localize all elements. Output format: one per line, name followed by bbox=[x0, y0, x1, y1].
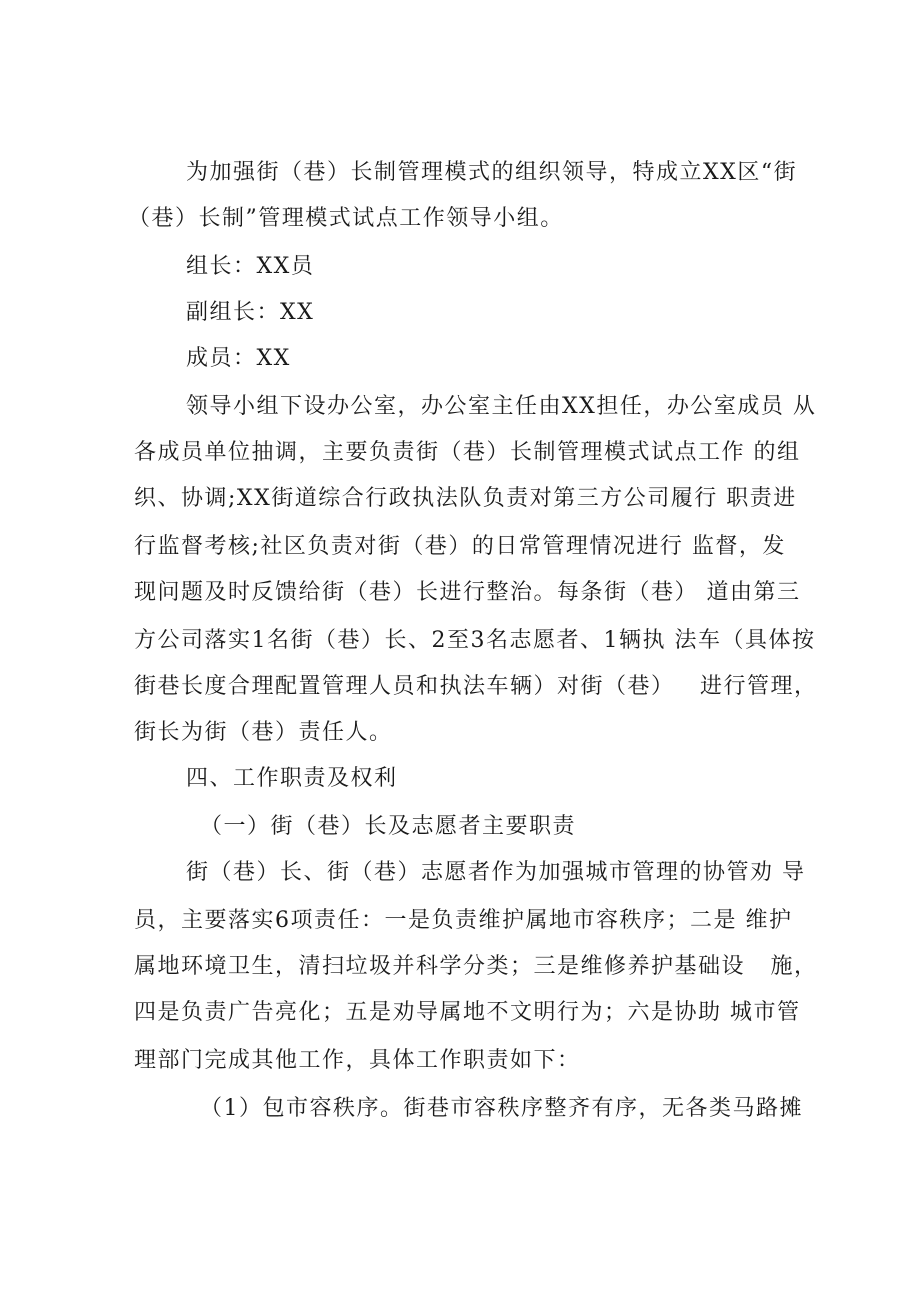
text-line: 各成员单位抽调，主要负责街（巷）长制管理模式试点工作 的组 bbox=[134, 440, 801, 465]
subsection-heading: （一）街（巷）长及志愿者主要职责 bbox=[200, 814, 577, 839]
text-line: 织、协调;XX街道综合行政执法队负责对第三方公司履行 职责进 bbox=[134, 486, 797, 511]
text-line: （巷）长制”管理模式试点工作领导小组。 bbox=[128, 206, 564, 231]
section-heading: 四、工作职责及权利 bbox=[186, 766, 398, 791]
text-line: 员，主要落实6项责任：一是负责维护属地市容秩序；二是 维护 bbox=[134, 908, 793, 933]
text-line: 理部门完成其他工作，具体工作职责如下： bbox=[134, 1048, 581, 1073]
text-line: 组长：XX员 bbox=[186, 254, 315, 279]
text-line: 属地环境卫生，清扫垃圾并科学分类；三是维修养护基础设 施， bbox=[134, 954, 818, 979]
text-line: 为加强街（巷）长制管理模式的组织领导，特成立XX区“街 bbox=[186, 160, 798, 185]
text-line: 街巷长度合理配置管理人员和执法车辆）对街（巷） 进行管理， bbox=[134, 674, 818, 699]
text-line: 领导小组下设办公室，办公室主任由XX担任，办公室成员 从 bbox=[186, 394, 817, 419]
text-line: 街长为街（巷）责任人。 bbox=[134, 720, 393, 745]
text-line: 街（巷）长、街（巷）志愿者作为加强城市管理的协管劝 导 bbox=[186, 860, 806, 885]
text-line: 方公司落实1名街（巷）长、2至3名志愿者、1辆执 法车（具体按 bbox=[134, 628, 816, 653]
text-line: （1）包市容秩序。街巷市容秩序整齐有序，无各类马路摊 bbox=[200, 1096, 803, 1121]
text-line: 四是负责广告亮化；五是劝导属地不文明行为；六是协助 城市管 bbox=[134, 1000, 801, 1025]
text-line: 副组长：XX bbox=[186, 300, 315, 325]
text-line: 现问题及时反馈给街（巷）长进行整治。每条街（巷） 道由第三 bbox=[134, 580, 801, 605]
text-line: 行监督考核;社区负责对街（巷）的日常管理情况进行 监督，发 bbox=[134, 534, 786, 559]
text-line: 成员：XX bbox=[186, 346, 291, 371]
